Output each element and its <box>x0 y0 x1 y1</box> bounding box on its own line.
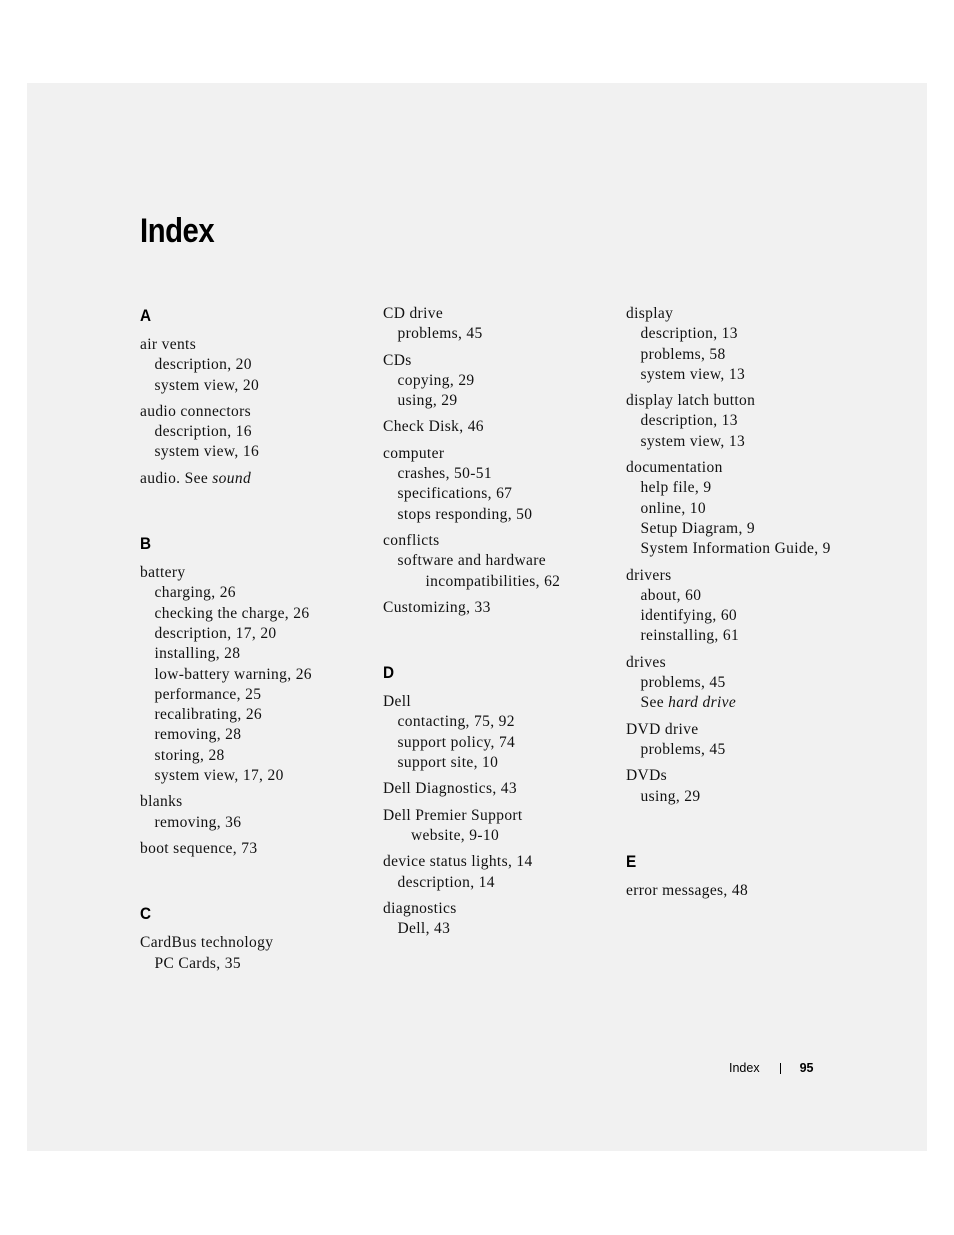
index-subentry: problems, 45 <box>640 674 726 692</box>
index-entry <box>383 598 613 618</box>
index-term <box>626 881 856 901</box>
index-column-2 <box>383 304 613 945</box>
index-term-text: CardBus technology <box>140 934 274 952</box>
index-column-1 <box>140 304 370 980</box>
index-term <box>626 720 856 740</box>
index-term <box>383 806 613 826</box>
index-letter-heading: B <box>140 534 152 554</box>
index-subentry: performance, 25 <box>154 685 262 703</box>
index-subentry: system view, 17, 20 <box>154 767 284 785</box>
index-subentry: description, 14 <box>397 873 495 891</box>
index-term-text: DVDs <box>626 767 668 785</box>
index-term-continuation: website, 9-10 <box>411 826 500 844</box>
index-term <box>140 563 370 583</box>
index-entry <box>383 444 613 525</box>
page-number: 95 <box>799 1061 814 1075</box>
index-subentry: removing, 28 <box>154 726 242 744</box>
index-term-text: computer <box>383 444 445 462</box>
index-entry <box>626 391 856 452</box>
index-subentry: help file, 9 <box>640 479 712 497</box>
index-subentry: problems, 45 <box>397 325 483 343</box>
index-entry <box>626 766 856 807</box>
index-entry <box>383 899 613 940</box>
index-letter-heading: E <box>626 851 637 871</box>
index-term <box>626 391 856 411</box>
index-term-text: diagnostics <box>383 899 457 917</box>
index-subentry: storing, 28 <box>154 746 225 764</box>
index-entry <box>383 852 613 893</box>
index-subentry: online, 10 <box>640 499 706 517</box>
index-term-text: conflicts <box>383 531 440 549</box>
index-subentry: contacting, 75, 92 <box>397 713 515 731</box>
index-subentry: description, 17, 20 <box>154 624 277 642</box>
page-footer <box>729 1061 814 1075</box>
footer-separator <box>780 1063 781 1074</box>
index-term-text: Dell Premier Support <box>383 806 523 824</box>
index-entry <box>140 792 370 833</box>
index-subentry: System Information Guide, 9 <box>640 540 831 558</box>
index-subentry: support policy, 74 <box>397 733 516 751</box>
index-entry <box>383 351 613 412</box>
index-subentry: description, 13 <box>640 412 738 430</box>
index-subentry-continuation: incompatibilities, 62 <box>425 572 561 590</box>
index-entry <box>626 458 856 559</box>
footer-label: Index <box>729 1061 760 1075</box>
index-subentry: removing, 36 <box>154 813 242 831</box>
index-term-text: display <box>626 305 674 322</box>
index-letter-heading: C <box>140 904 152 924</box>
index-term <box>626 653 856 673</box>
index-column-3 <box>626 304 856 907</box>
index-term <box>383 899 613 919</box>
index-subentry: recalibrating, 26 <box>154 706 263 724</box>
index-subentry: using, 29 <box>640 787 701 805</box>
index-entry <box>626 881 856 901</box>
index-term-text: boot sequence, 73 <box>140 839 258 857</box>
index-term-text: audio. See <box>140 469 213 487</box>
index-term-text: audio connectors <box>140 402 252 420</box>
index-entry <box>626 566 856 647</box>
index-subentry: problems, 58 <box>640 345 726 363</box>
index-letter-heading: A <box>140 306 152 325</box>
index-entry <box>140 933 370 974</box>
index-subentry: specifications, 67 <box>397 485 513 503</box>
index-term <box>383 779 613 799</box>
index-entry <box>626 720 856 761</box>
index-term <box>383 598 613 618</box>
index-term <box>383 444 613 464</box>
index-subentry: Setup Diagram, 9 <box>640 519 756 537</box>
index-entry <box>383 779 613 799</box>
index-subentry: charging, 26 <box>154 584 236 602</box>
index-subentry-see <box>626 693 856 713</box>
index-term <box>383 304 613 324</box>
index-term <box>140 839 370 859</box>
index-entry <box>383 417 613 437</box>
index-subentry: problems, 45 <box>640 740 726 758</box>
index-term-text: device status lights, 14 <box>383 853 533 871</box>
index-entry <box>626 653 856 714</box>
index-term <box>140 402 370 422</box>
index-see-target: hard drive <box>668 694 737 712</box>
index-term <box>383 417 613 437</box>
index-term <box>383 351 613 371</box>
page-title: Index <box>140 212 215 250</box>
index-subentry: copying, 29 <box>397 371 475 389</box>
index-subentry: system view, 13 <box>640 432 746 450</box>
index-term-see-target: sound <box>212 469 252 487</box>
index-term-text: error messages, 48 <box>626 881 749 899</box>
index-entry <box>140 335 370 396</box>
index-term-text: CDs <box>383 351 412 369</box>
index-subentry: system view, 13 <box>640 365 746 383</box>
index-subentry: description, 16 <box>154 423 252 441</box>
index-term-text: battery <box>140 564 186 582</box>
index-entry <box>140 469 370 489</box>
index-term <box>383 531 613 551</box>
index-entry <box>140 839 370 859</box>
index-subentry: stops responding, 50 <box>397 505 533 523</box>
index-term-text: drivers <box>626 566 672 584</box>
index-term-text: air vents <box>140 336 197 353</box>
index-term-text: display latch button <box>626 392 756 410</box>
index-subentry: description, 13 <box>640 325 738 343</box>
index-term <box>383 852 613 872</box>
index-term-text: DVD drive <box>626 720 699 738</box>
index-term-text: drives <box>626 653 666 671</box>
index-term <box>626 566 856 586</box>
index-term <box>140 933 370 953</box>
index-letter-heading: D <box>383 663 395 683</box>
index-subentry: using, 29 <box>397 392 458 410</box>
index-term <box>140 792 370 812</box>
index-subentry: checking the charge, 26 <box>154 604 310 622</box>
index-term <box>626 458 856 478</box>
index-subentry: description, 20 <box>154 356 252 374</box>
index-term-text: Customizing, 33 <box>383 598 491 616</box>
index-entry <box>140 402 370 463</box>
index-term <box>626 304 856 324</box>
index-subentry: crashes, 50-51 <box>397 465 492 483</box>
index-subentry: system view, 20 <box>154 376 260 394</box>
index-entry <box>383 692 613 773</box>
index-subentry: system view, 16 <box>154 443 260 461</box>
index-term-text: documentation <box>626 459 723 477</box>
index-entry <box>140 563 370 786</box>
index-entry <box>383 806 613 847</box>
index-subentry: software and hardware <box>397 552 546 570</box>
index-term <box>626 766 856 786</box>
index-subentry: Dell, 43 <box>397 920 451 938</box>
index-term-text: Check Disk, 46 <box>383 418 484 436</box>
index-subentry: installing, 28 <box>154 645 241 663</box>
index-term <box>140 335 370 355</box>
index-entry <box>626 304 856 385</box>
index-entry <box>383 304 613 345</box>
index-subentry: reinstalling, 61 <box>640 627 740 645</box>
index-term-text: Dell Diagnostics, 43 <box>383 780 517 798</box>
index-term-text: Dell <box>383 693 412 711</box>
index-entry <box>383 531 613 592</box>
index-subentry: PC Cards, 35 <box>154 954 241 972</box>
index-subentry: identifying, 60 <box>640 607 738 625</box>
index-term-text: blanks <box>140 793 183 811</box>
index-term <box>140 469 370 489</box>
index-term-text: CD drive <box>383 305 444 322</box>
index-subentry: low-battery warning, 26 <box>154 665 312 683</box>
index-term <box>383 692 613 712</box>
index-see-label: See <box>640 694 669 712</box>
index-subentry: support site, 10 <box>397 754 499 772</box>
index-subentry: about, 60 <box>640 586 702 604</box>
